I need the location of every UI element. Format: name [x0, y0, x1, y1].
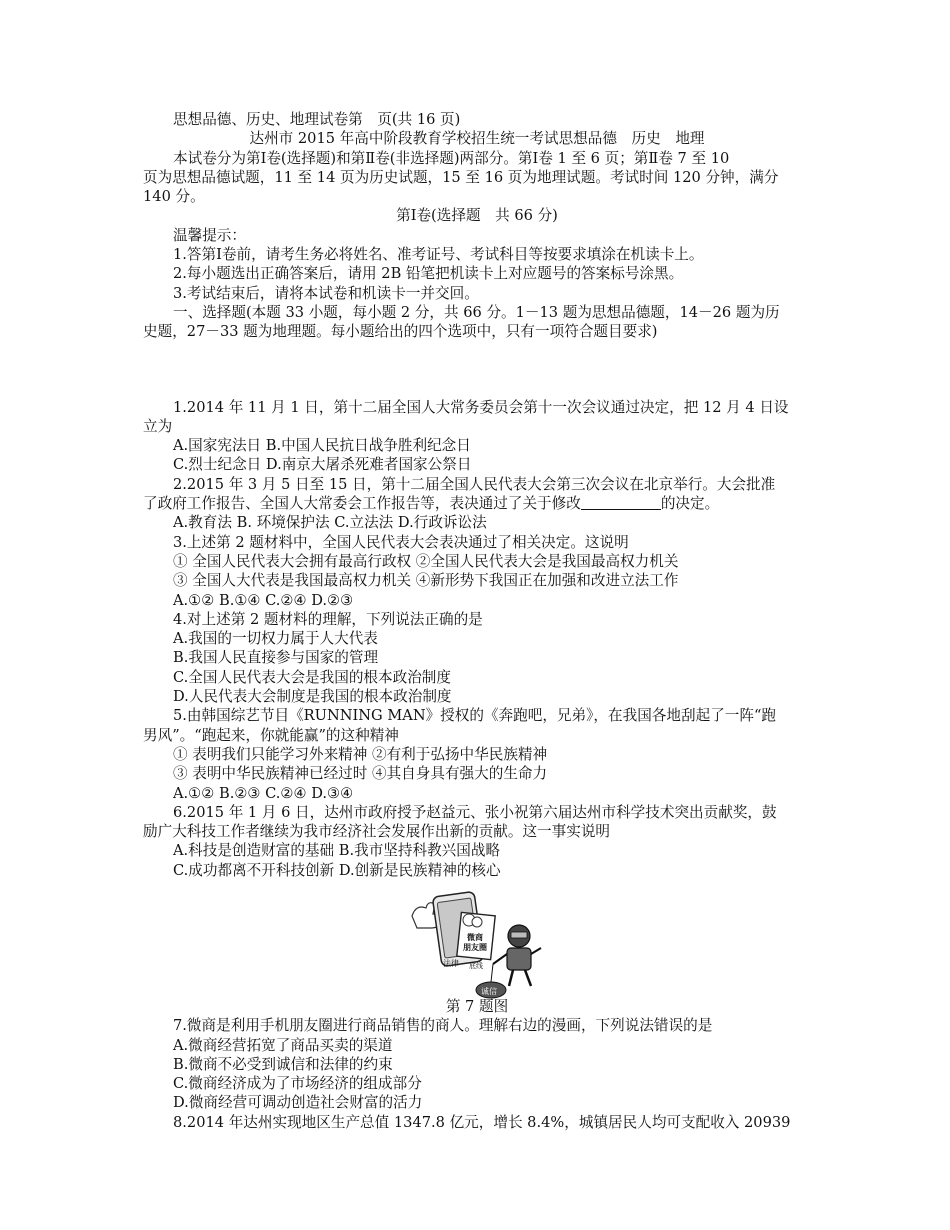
question-3-options: A.①② B.①④ C.②④ D.②③: [173, 591, 354, 609]
section-title: 第Ⅰ卷(选择题 共 66 分): [396, 207, 558, 225]
robot-arm: [531, 948, 541, 954]
robot-leg: [525, 970, 531, 986]
chat-bubble-icon: [472, 917, 482, 927]
robot-leg: [509, 970, 513, 986]
question-1-options-cd: C.烈士纪念日 D.南京大屠杀死难者国家公祭日: [173, 456, 472, 474]
intro-line-1: 本试卷分为第Ⅰ卷(选择题)和第Ⅱ卷(非选择题)两部分。第Ⅰ卷 1 至 6 页；第Ⅱ卷 7 至 10: [173, 149, 730, 167]
page-header: 思想品德、历史、地理试卷第 页(共 16 页): [173, 111, 461, 128]
question-4-option-d: D.人民代表大会制度是我国的根本政治制度: [173, 688, 452, 706]
part-one-heading-cont: 史题，27－33 题为地理题。每小题给出的四个选项中，只有一项符合题目要求): [143, 323, 658, 341]
tip-3: 3.考试结束后，请将本试卷和机读卡一并交回。: [173, 284, 479, 302]
question-4-option-c: C.全国人民代表大会是我国的根本政治制度: [173, 668, 451, 686]
tip-2: 2.每小题选出正确答案后，请用 2B 铅笔把机读卡上对应题号的答案标号涂黑。: [173, 265, 684, 283]
spacer: [143, 342, 811, 398]
question-5: 5.由韩国综艺节目《RUNNING MAN》授权的《奔跑吧，兄弟》，在我国各地刮起了一阵“跑: [173, 707, 776, 725]
question-6-options-cd: C.成功都离不开科技创新 D.创新是民族精神的核心: [173, 861, 501, 879]
question-5-cont: 男风”。“跑起来，你就能赢”的这种精神: [143, 726, 399, 744]
part-one-heading: 一、选择题(本题 33 小题，每小题 2 分，共 66 分。1－13 题为思想品德题，14－26 题为历: [173, 303, 780, 321]
question-5-options: A.①② B.②③ C.②④ D.③④: [173, 784, 354, 802]
honesty-label: 诚信: [481, 986, 497, 996]
law-label: 法律: [443, 958, 459, 968]
question-3-statements-12: ① 全国人民代表大会拥有最高行政权 ②全国人民代表大会是我国最高权力机关: [173, 552, 679, 570]
question-3: 3.上述第 2 题材料中，全国人民代表大会表决通过了相关决定。这说明: [173, 533, 629, 551]
question-2-text-post: 的决定。: [660, 495, 720, 513]
intro-line-2: 页为思想品德试题，11 至 14 页为历史试题，15 至 16 页为地理试题。考试时间 120 分钟，满分: [143, 168, 779, 186]
question-5-statements-12: ① 表明我们只能学习外来精神 ②有利于弘扬中华民族精神: [173, 745, 548, 763]
question-4-option-b: B.我国人民直接参与国家的管理: [173, 649, 379, 667]
rope: [491, 964, 493, 982]
answer-blank: [581, 495, 661, 510]
question-1-cont: 立为: [143, 417, 173, 435]
robot-arm: [493, 954, 507, 964]
question-6-cont: 励广大科技工作者继续为我市经济社会发展作出新的贡献。这一事实说明: [143, 823, 611, 841]
sign-text-2: 朋友圈: [463, 942, 487, 952]
question-1-options-ab: A.国家宪法日 B.中国人民抗日战争胜利纪念日: [173, 437, 471, 455]
figure-caption: 第 7 题图: [445, 997, 509, 1015]
cartoon-illustration: [407, 886, 547, 1001]
question-5-statements-34: ③ 表明中华民族精神已经过时 ④其自身具有强大的生命力: [173, 765, 548, 783]
exam-title: 达州市 2015 年高中阶段教育学校招生统一考试思想品德 历史 地理: [249, 130, 705, 148]
question-7-option-a: A.微商经营拓宽了商品买卖的渠道: [173, 1036, 393, 1054]
question-7-option-c: C.微商经济成为了市场经济的组成部分: [173, 1075, 422, 1093]
question-2-cont: [143, 494, 811, 513]
question-3-statements-34: ③ 全国人大代表是我国最高权力机关 ④新形势下我国正在加强和改进立法工作: [173, 572, 679, 590]
bottom-line-label: 底线: [469, 961, 483, 970]
tips-title: 温馨提示：: [173, 226, 246, 244]
question-4: 4.对上述第 2 题材料的理解，下列说法正确的是: [173, 610, 483, 628]
question-7: 7.微商是利用手机朋友圈进行商品销售的商人。理解右边的漫画，下列说法错误的是: [173, 1017, 713, 1035]
question-2: 2.2015 年 3 月 5 日至 15 日，第十二届全国人民代表大会第三次会议在北京举行。大会批准: [173, 475, 776, 493]
question-4-option-a: A.我国的一切权力属于人大代表: [173, 630, 378, 648]
question-2-text-pre: 了政府工作报告、全国人大常委会工作报告等，表决通过了关于修改: [143, 495, 581, 513]
robot-visor: [511, 932, 527, 938]
question-7-option-b: B.微商不必受到诚信和法律的约束: [173, 1055, 393, 1073]
page-content: [143, 110, 811, 1132]
question-2-options: A.教育法 B. 环境保护法 C.立法法 D.行政诉讼法: [173, 514, 487, 532]
cartoon-figure: [407, 886, 547, 1001]
intro-line-3: 140 分。: [143, 188, 205, 206]
robot-body: [507, 948, 531, 970]
tip-1: 1.答第Ⅰ卷前，请考生务必将姓名、准考证号、考试科目等按要求填涂在机读卡上。: [173, 246, 704, 264]
question-6-options-ab: A.科技是创造财富的基础 B.我市坚持科教兴国战略: [173, 842, 501, 860]
question-1: 1.2014 年 11 月 1 日，第十二届全国人大常务委员会第十一次会议通过决定，把 12 月 4 日设: [173, 398, 789, 416]
question-7-option-d: D.微商经营可调动创造社会财富的活力: [173, 1094, 423, 1112]
sign-text-1: 微商: [467, 932, 483, 942]
question-6: 6.2015 年 1 月 6 日，达州市政府授予赵益元、张小祝第六届达州市科学技术突出贡献奖，鼓: [173, 803, 777, 821]
question-8: 8.2014 年达州实现地区生产总值 1347.8 亿元，增长 8.4%，城镇居民人均可支配收入 20939: [173, 1113, 791, 1131]
